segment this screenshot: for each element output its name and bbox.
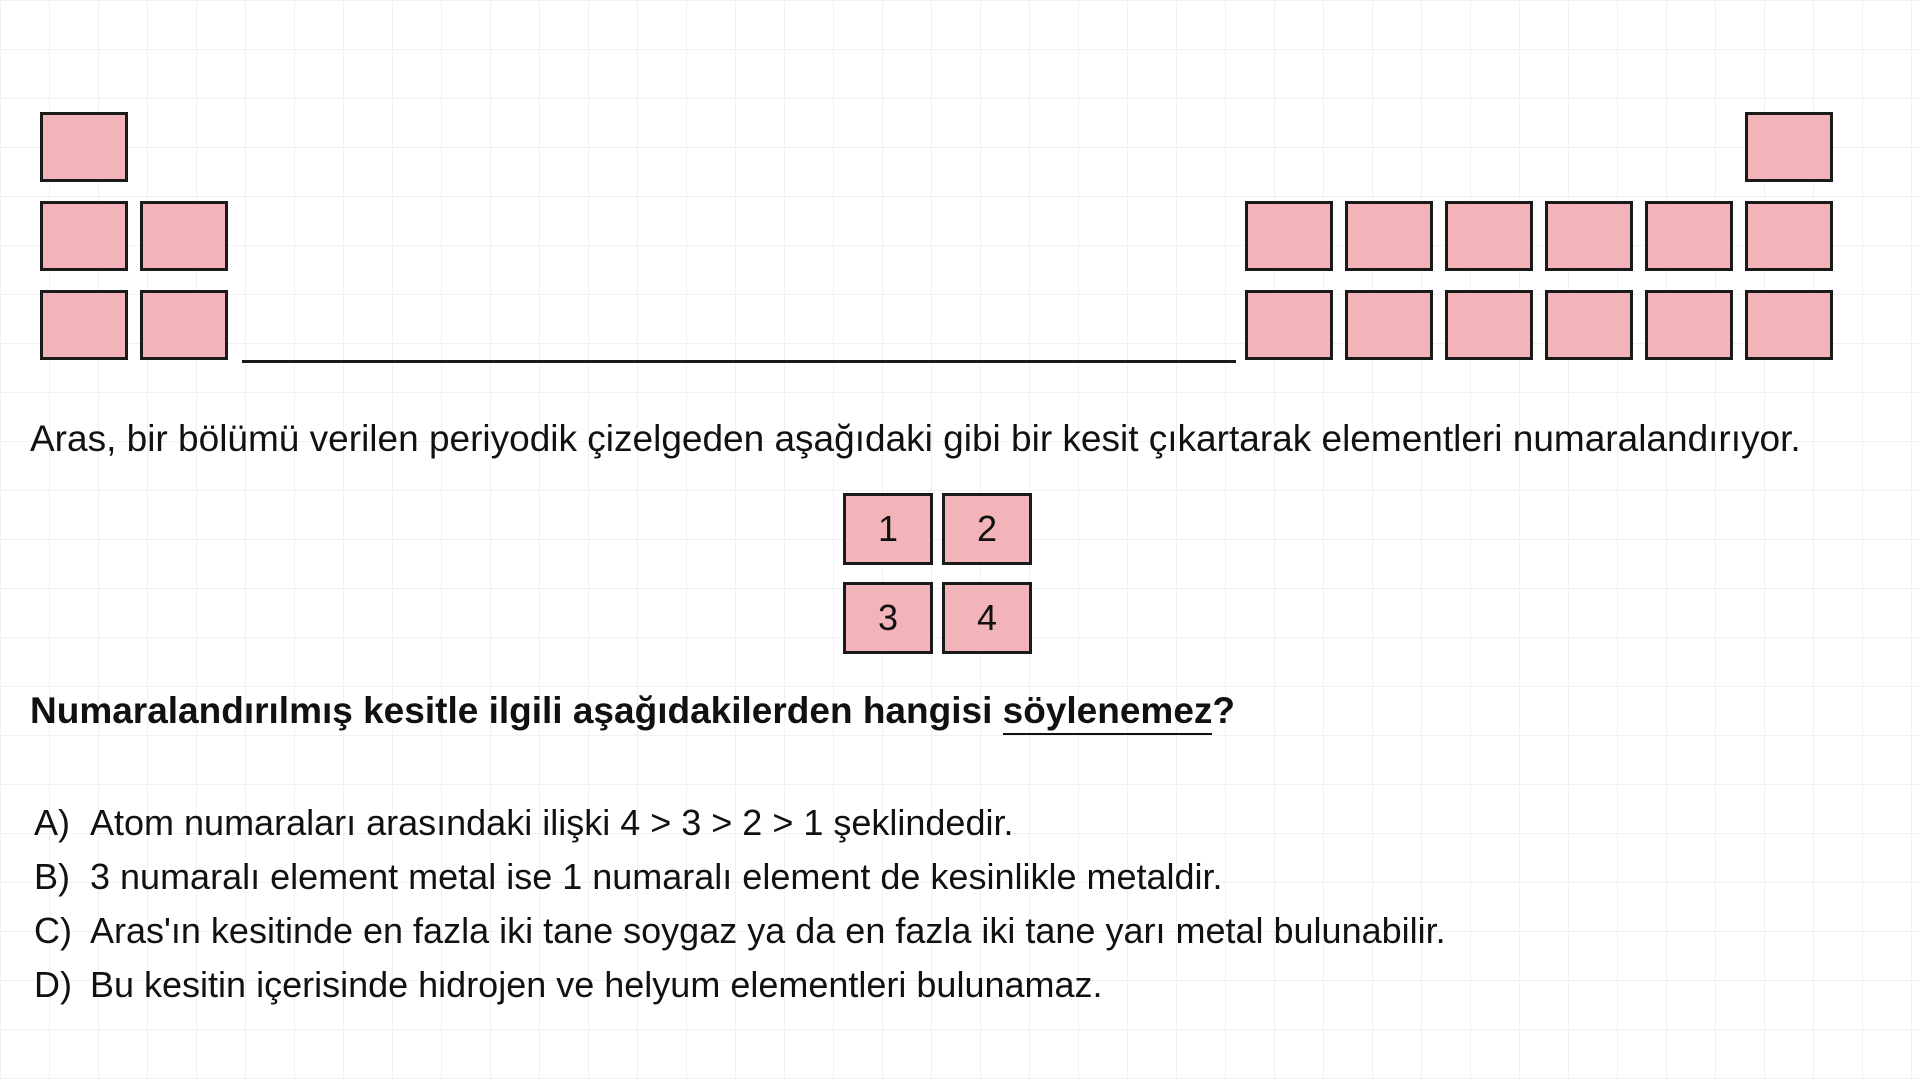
answer-options bbox=[34, 796, 1446, 1012]
table-cell bbox=[140, 201, 228, 271]
option-text: Atom numaraları arasındaki ilişki 4 > 3 > 2 > 1 şeklindedir. bbox=[90, 802, 1014, 843]
option-b[interactable] bbox=[34, 850, 1446, 904]
intro-text: Aras, bir bölümü verilen periyodik çizelgeden aşağıdaki gibi bir kesit çıkartarak elementleri numaralandırıyor. bbox=[30, 418, 1801, 459]
section-cell-2: 2 bbox=[942, 493, 1032, 565]
option-letter: A) bbox=[34, 802, 70, 843]
section-cell-1: 1 bbox=[843, 493, 933, 565]
option-text: 3 numaralı element metal ise 1 numaralı element de kesinlikle metaldir. bbox=[90, 856, 1223, 897]
option-a[interactable] bbox=[34, 796, 1446, 850]
table-cell bbox=[1445, 201, 1533, 271]
table-cell bbox=[1345, 201, 1433, 271]
option-letter: D) bbox=[34, 964, 72, 1005]
table-cell bbox=[1745, 290, 1833, 360]
table-cell bbox=[1345, 290, 1433, 360]
option-c[interactable] bbox=[34, 904, 1446, 958]
table-gap-line bbox=[242, 360, 1236, 363]
option-letter: B) bbox=[34, 856, 70, 897]
table-cell bbox=[1745, 112, 1833, 182]
table-cell bbox=[1745, 201, 1833, 271]
table-cell bbox=[40, 201, 128, 271]
question-emphasis: söylenemez bbox=[1003, 690, 1213, 735]
section-cell-3: 3 bbox=[843, 582, 933, 654]
table-cell bbox=[1645, 290, 1733, 360]
table-cell bbox=[40, 112, 128, 182]
question-text bbox=[30, 690, 1235, 732]
section-cell-4: 4 bbox=[942, 582, 1032, 654]
table-cell bbox=[1545, 290, 1633, 360]
table-cell bbox=[1545, 201, 1633, 271]
table-cell bbox=[1245, 201, 1333, 271]
table-cell bbox=[40, 290, 128, 360]
question-suffix: ? bbox=[1212, 690, 1236, 731]
option-letter: C) bbox=[34, 910, 72, 951]
option-text: Bu kesitin içerisinde hidrojen ve helyum elementleri bulunamaz. bbox=[90, 964, 1103, 1005]
table-cell bbox=[1445, 290, 1533, 360]
table-cell bbox=[1245, 290, 1333, 360]
question-prefix: Numaralandırılmış kesitle ilgili aşağıdakilerden hangisi bbox=[30, 690, 1003, 731]
table-cell bbox=[1645, 201, 1733, 271]
table-cell bbox=[140, 290, 228, 360]
option-text: Aras'ın kesitinde en fazla iki tane soygaz ya da en fazla iki tane yarı metal bulunabilir. bbox=[90, 910, 1446, 951]
option-d[interactable] bbox=[34, 958, 1446, 1012]
